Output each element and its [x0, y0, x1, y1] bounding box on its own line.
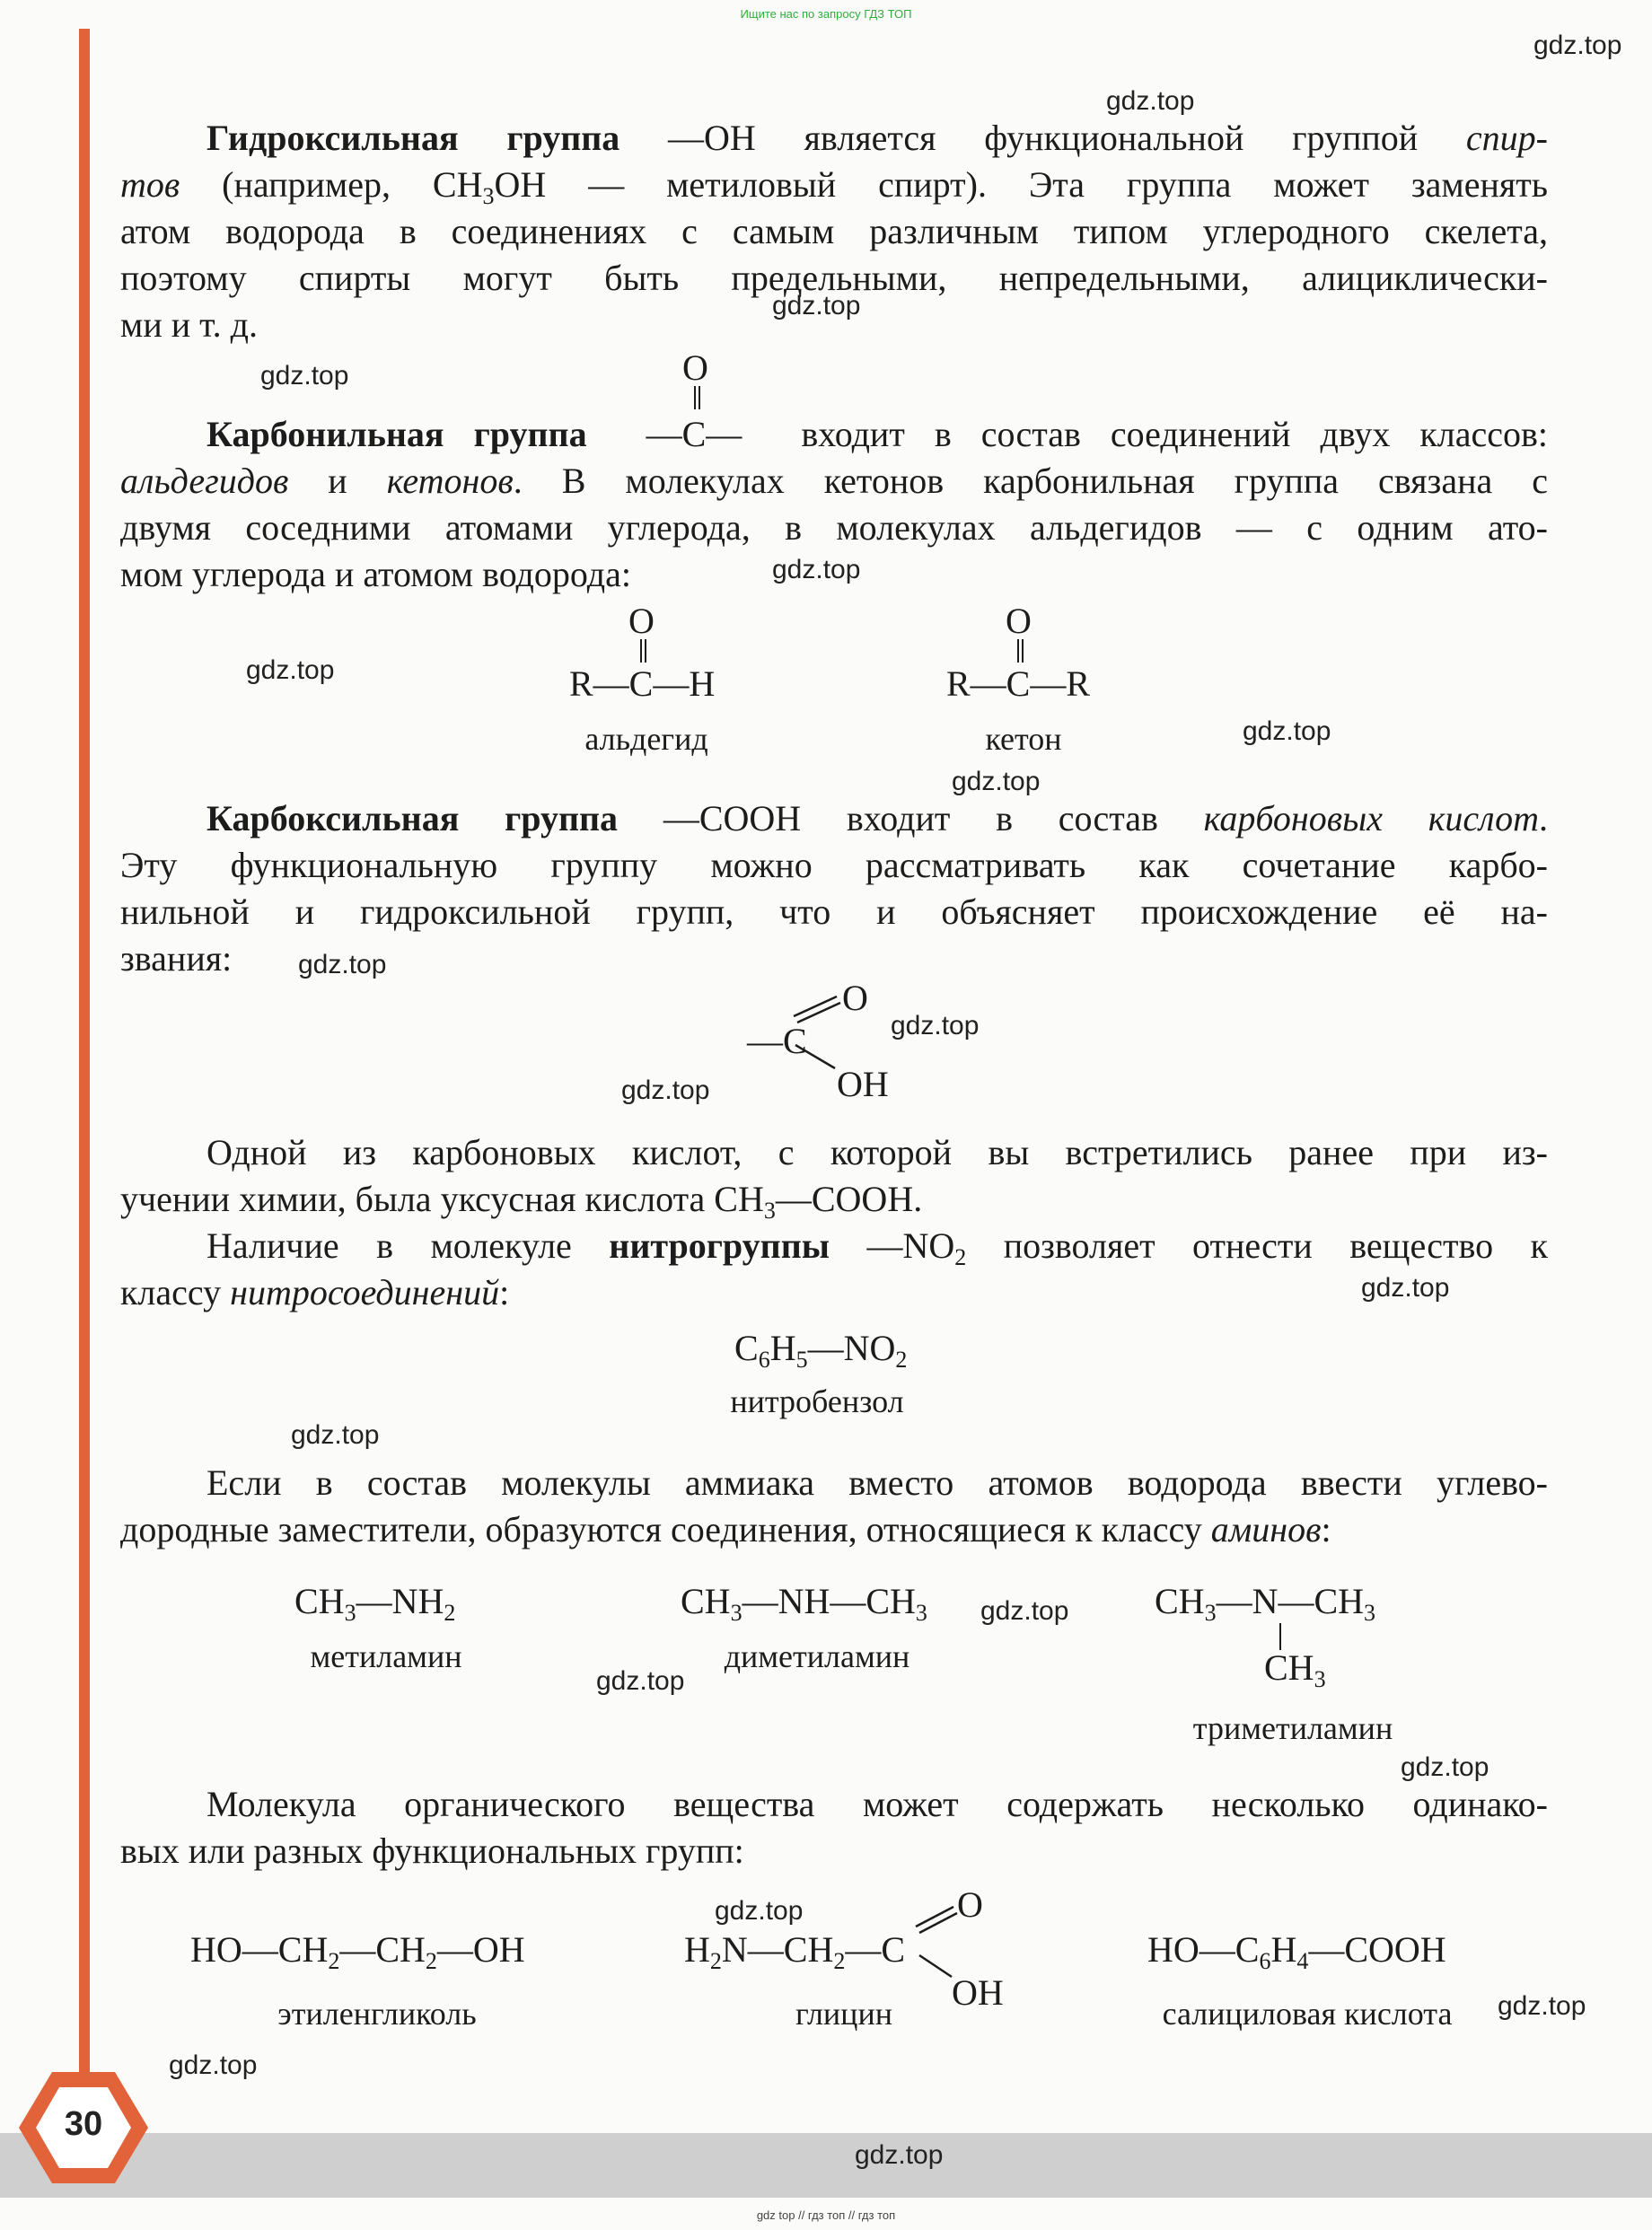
bottom-band: [0, 2133, 1652, 2198]
page-number: 30: [64, 2105, 103, 2143]
watermark: gdz.top: [1498, 1991, 1586, 2021]
trimethylamine-label: триметиламин: [1192, 1710, 1393, 1746]
methylamine-formula: $CH_3—NH_2$: [294, 1581, 456, 1626]
watermark: gdz.top: [1361, 1273, 1450, 1303]
nitrobenzene-formula: $C_6H_5—NO_2$: [734, 1328, 908, 1373]
footer-watermark: gdz.top: [855, 2140, 944, 2170]
ethylene-glycol-formula: $HO—CH_2—CH_2—OH$: [190, 1929, 525, 1974]
methylamine-label: метиламин: [310, 1638, 462, 1674]
paragraph-carboxyl: Карбоксильная группа —COOH входит в состав карбоновых кислот. Эту функциональную группу можно рассматривать как сочетание карбо- нильной и гидроксильной групп, что и объясняет происхождение её на- звания:: [120, 798, 1548, 979]
watermark: gdz.top: [1106, 86, 1195, 116]
trimethylamine-branch: $CH_3$: [1264, 1647, 1326, 1692]
aldehyde-label: альдегид: [584, 721, 708, 757]
dimethylamine-label: диметиламин: [724, 1638, 910, 1674]
glycine-structure: $H_2N—CH_2—C$ O OH: [684, 1883, 1025, 2018]
watermark: gdz.top: [260, 361, 349, 391]
watermark: gdz.top: [246, 655, 335, 685]
paragraph-carbonyl: Карбонильная группа —C— входит в состав соединений двух классов: альдегидов и кетонов. В молекулах кетонов карбонильная группа связана с двумя соседними атомами углерода, в молекулах альдегидов — с одним ато- мом углерода и атомом водорода:: [120, 414, 1549, 594]
term-carbonyl: Карбонильная группа: [206, 414, 587, 454]
watermark: gdz.top: [298, 950, 387, 979]
ketone-label: кетон: [985, 721, 1062, 757]
paragraph-multiple-groups: Молекула органического вещества может содержать несколько одинако- вых или разных функциональных групп:: [120, 1784, 1548, 1871]
margin-accent-bar: [79, 29, 90, 2147]
watermark: gdz.top: [715, 1896, 804, 1926]
paragraph-acetic-acid: Одной из карбоновых кислот, с которой вы встретились ранее при из- учении химии, была уксусная кислота $CH_3—COOH$.: [120, 1132, 1548, 1224]
paragraph-nitro: Наличие в молекуле нитрогруппы $—NO_2$ позволяет отнести вещество к классу нитросоединений:: [120, 1225, 1548, 1313]
ethylene-glycol-label: этиленгликоль: [277, 1996, 477, 2032]
term-carboxyl: Карбоксильная группа: [206, 798, 619, 838]
dimethylamine-formula: $CH_3—NH—CH_3$: [681, 1581, 927, 1626]
watermark: gdz.top: [952, 767, 1041, 796]
carbonyl-oxygen: O: [682, 347, 708, 388]
term-nitro-group: нитрогруппы: [609, 1225, 830, 1266]
watermark: gdz.top: [621, 1075, 710, 1105]
nitrobenzene-label: нитробензол: [730, 1383, 904, 1419]
paragraph-amines: Если в состав молекулы аммиака вместо атомов водорода ввести углево- дородные заместители, образуются соединения, относящиеся к классу аминов:: [120, 1462, 1548, 1550]
watermark: gdz.top: [1533, 31, 1622, 60]
glycine-label: глицин: [795, 1996, 892, 2032]
salicylic-acid-label: салициловая кислота: [1162, 1996, 1453, 2032]
watermark: gdz.top: [169, 2050, 258, 2080]
paragraph-hydroxyl: Гидроксильная группа —OH является функциональной группой спир- тов (например, $CH_3OH$ — метиловый спирт). Эта группа может заменять атом водорода в соединениях с самым различным типом углеродного скелета, поэтому спирты могут быть предельными, непредельными, алициклически- ми и т. д.: [120, 118, 1549, 345]
carbonyl-double-bond: [694, 386, 700, 409]
aldehyde-formula: R—C—H: [569, 663, 716, 704]
watermark: gdz.top: [772, 555, 861, 584]
term-hydroxyl: Гидроксильная группа: [206, 118, 620, 158]
bottom-note: gdz top // гдз топ // гдз топ: [756, 2208, 896, 2222]
watermark: gdz.top: [980, 1596, 1069, 1626]
ketone-formula: R—C—R: [946, 663, 1091, 704]
watermark: gdz.top: [1243, 716, 1331, 746]
salicylic-acid-formula: $HO—C_6H_4—COOH$: [1147, 1929, 1446, 1974]
top-search-note: Ищите нас по запросу ГДЗ ТОП: [740, 7, 912, 21]
watermark: gdz.top: [596, 1666, 685, 1696]
trimethylamine-formula: $CH_3—N—CH_3$: [1155, 1581, 1376, 1626]
watermark: gdz.top: [891, 1011, 980, 1040]
watermark: gdz.top: [291, 1420, 380, 1450]
watermark: gdz.top: [772, 291, 861, 320]
carbonyl-group: —C—: [646, 414, 743, 454]
watermark: gdz.top: [1401, 1752, 1489, 1782]
carboxyl-structure: O —C OH: [736, 977, 916, 1111]
